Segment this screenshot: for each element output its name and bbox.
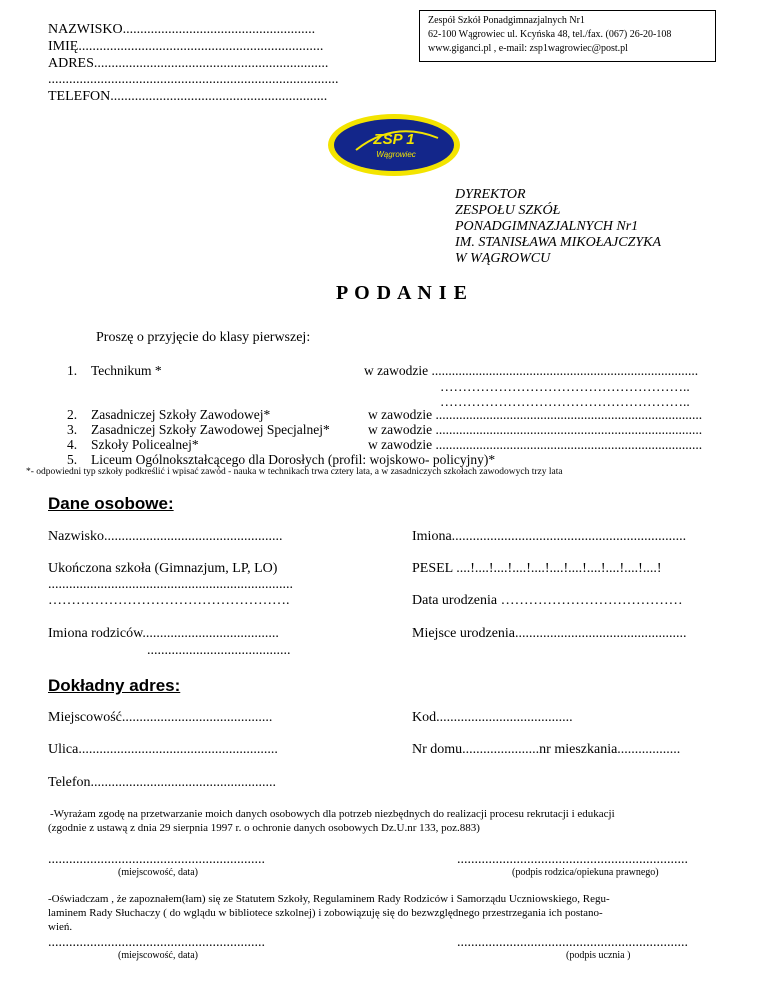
profession-field-technikum[interactable]: w zawodzie ............................................................................... [364, 363, 699, 378]
option-zsz-special[interactable]: Zasadniczej Szkoły Zawodowej Specjalnej* [91, 422, 330, 437]
personal-surname-field[interactable]: Nazwisko................................................... [48, 529, 283, 544]
addressee-line: DYREKTOR [455, 187, 526, 202]
student-signature-field[interactable]: .................................................................. [457, 935, 688, 950]
parents-names-field-cont[interactable]: ......................................... [147, 643, 291, 658]
address-field[interactable]: ADRES................................................................... [48, 56, 329, 71]
place-date-field[interactable]: .............................................................. [48, 852, 265, 867]
address-heading: Dokładny adres: [48, 676, 181, 695]
street-field[interactable]: Ulica......................................................... [48, 742, 278, 757]
profession-field-technikum-extra[interactable]: ……………………………………………….. [440, 379, 690, 394]
personal-data-heading: Dane osobowe: [48, 494, 174, 513]
birth-place-field[interactable]: Miejsce urodzenia................................................. [412, 626, 687, 641]
parent-signature-field[interactable]: .................................................................. [457, 852, 688, 867]
request-intro: Proszę o przyjęcie do klasy pierwszej: [96, 330, 311, 345]
footnote: *- odpowiedni typ szkoły podkreślić i wpisać zawód - nauka w technikach trwa cztery lata, a w zasadniczych szkołach zawodowych trzy lata [26, 467, 563, 477]
option-technikum[interactable]: Technikum * [91, 363, 162, 378]
addressee-line: W WĄGROWCU [455, 251, 551, 266]
house-apartment-field[interactable]: Nr domu......................nr mieszkania.................. [412, 742, 681, 757]
phone-field[interactable]: TELEFON.............................................................. [48, 89, 328, 104]
place-date-field-2[interactable]: .............................................................. [48, 935, 265, 950]
first-name-field[interactable]: IMIĘ...................................................................... [48, 39, 324, 54]
personal-given-names-field[interactable]: Imiona................................................................... [412, 529, 687, 544]
addressee-line: ZESPOŁU SZKÓŁ [455, 203, 561, 218]
option-number: 3. [67, 422, 78, 437]
addressee-line: PONADGIMNAZJALNYCH Nr1 [455, 219, 639, 234]
option-number: 4. [67, 437, 78, 452]
addressee-line: IM. STANISŁAWA MIKOŁAJCZYKA [455, 235, 662, 250]
option-number: 2. [67, 407, 78, 422]
consent-text-cont: (zgodnie z ustawą z dnia 29 sierpnia 1997 r. o ochronie danych osobowych Dz.U.nr 133, poz.883) [48, 822, 480, 834]
option-number: 1. [67, 363, 78, 378]
student-signature-caption: (podpis ucznia ) [566, 950, 631, 961]
declaration-text-cont: laminem Rady Słuchaczy ( do wglądu w bibliotece szkolnej) i zobowiązuję się do bezwzględnego przestrzegania ich postano- [48, 907, 603, 919]
profession-field-post-secondary[interactable]: w zawodzie ............................................................................... [368, 437, 703, 452]
postcode-field[interactable]: Kod....................................... [412, 710, 573, 725]
logo-icon [326, 112, 462, 178]
profession-field-zsz[interactable]: w zawodzie ............................................................................... [368, 407, 703, 422]
school-address: 62-100 Wągrowiec ul. Kcyńska 48, tel./fax. (067) 26-20-108 [428, 29, 672, 40]
pesel-field[interactable]: PESEL ....!....!....!....!....!....!....!....!....!....!....! [412, 561, 662, 576]
birth-date-field[interactable]: Data urodzenia ………………………………… [412, 593, 683, 608]
profession-field-zsz-special[interactable]: w zawodzie ............................................................................... [368, 422, 703, 437]
logo-main-text: ZSP 1 [373, 131, 415, 148]
logo-sub-text: Wągrowiec [376, 150, 416, 159]
phone-field-address[interactable]: Telefon..................................................... [48, 775, 277, 790]
option-number: 5. [67, 452, 78, 467]
declaration-text-end: wień. [48, 921, 73, 933]
profession-field-technikum-extra[interactable]: ……………………………………………….. [440, 394, 690, 409]
option-zsz[interactable]: Zasadniczej Szkoły Zawodowej* [91, 407, 271, 422]
place-date-caption-2: (miejscowość, data) [118, 950, 198, 961]
previous-school-field[interactable]: ...................................................................... [48, 577, 293, 592]
school-logo [326, 112, 462, 178]
previous-school-label: Ukończona szkoła (Gimnazjum, LP, LO) [48, 561, 278, 576]
document-title: P O D A N I E [336, 282, 468, 304]
consent-text: -Wyrażam zgodę na przetwarzanie moich danych osobowych dla potrzeb niezbędnych do realizacji procesu rekrutacji i edukacji [50, 808, 615, 820]
previous-school-field-cont[interactable]: ……………………………………………. [48, 593, 290, 608]
school-info-box [419, 10, 716, 62]
parents-names-field[interactable]: Imiona rodziców....................................... [48, 626, 279, 641]
place-date-caption: (miejscowość, data) [118, 867, 198, 878]
school-contact: www.giganci.pl , e-mail: zsp1wagrowiec@post.pl [428, 43, 628, 54]
parent-signature-caption: (podpis rodzica/opiekuna prawnego) [512, 867, 659, 878]
option-adult-high-school[interactable]: Liceum Ogólnokształcącego dla Dorosłych (profil: wojskowo- policyjny)* [91, 452, 496, 467]
declaration-text: -Oświadczam , że zapoznałem(łam) się ze Statutem Szkoły, Regulaminem Rady Rodziców i Samorządu Uczniowskiego, Regu- [48, 893, 610, 905]
surname-field[interactable]: NAZWISKO....................................................... [48, 22, 316, 37]
school-name: Zespół Szkół Ponadgimnazjalnych Nr1 [428, 15, 585, 26]
option-post-secondary[interactable]: Szkoły Policealnej* [91, 437, 199, 452]
city-field[interactable]: Miejscowość........................................... [48, 710, 273, 725]
address-continuation-field[interactable]: ................................................................................... [48, 72, 339, 87]
